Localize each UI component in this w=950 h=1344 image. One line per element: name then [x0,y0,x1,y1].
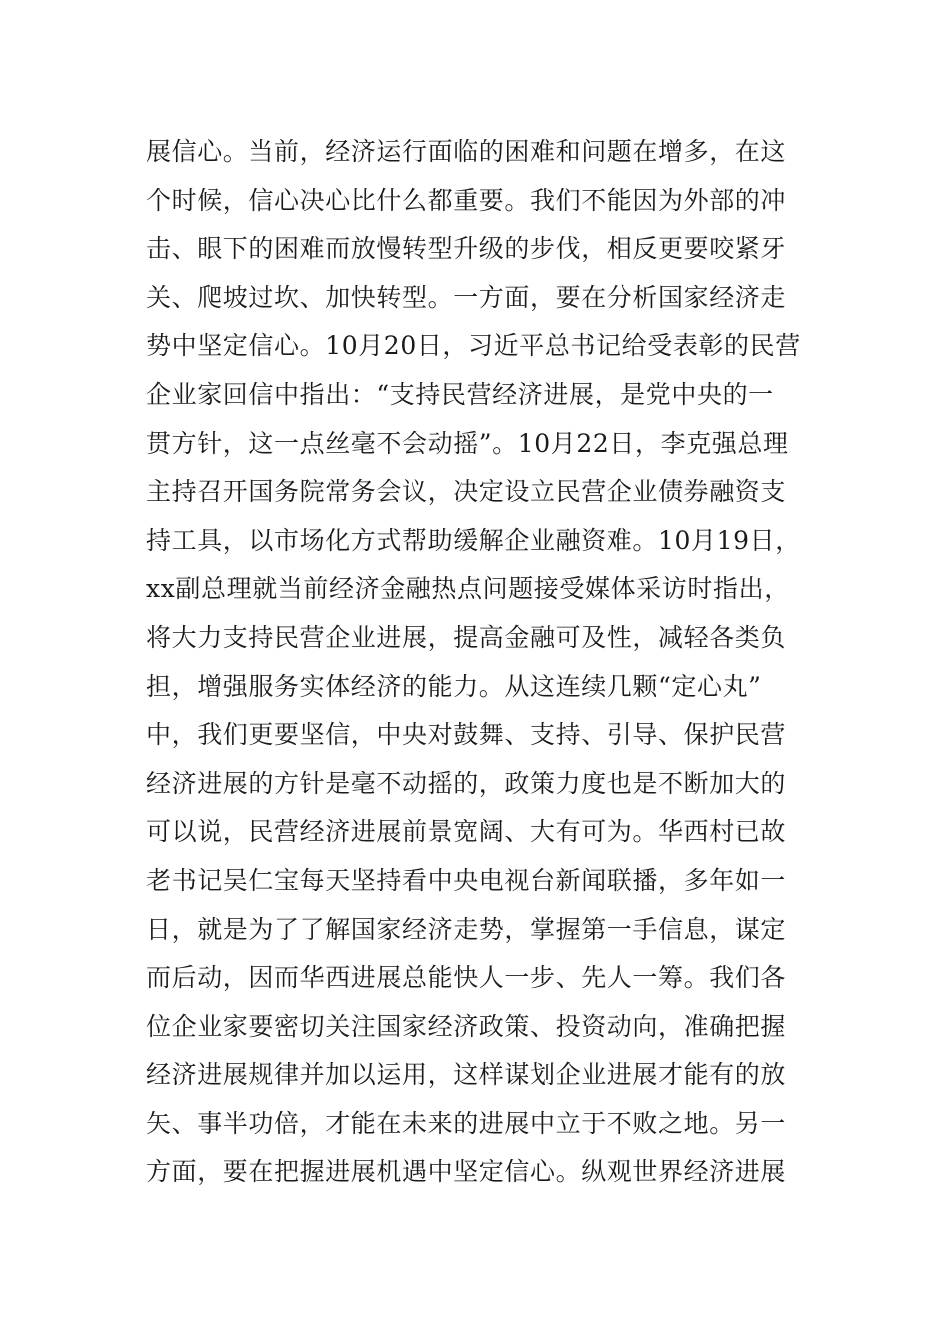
text-line: 中，我们更要坚信，中央对鼓舞、支持、引导、保护民营 [146,720,787,750]
text-line: 位企业家要密切关注国家经济政策、投资动向，准确把握 [146,1011,787,1041]
text-line: 经济进展的方针是毫不动摇的，政策力度也是不断加大的 [146,768,787,798]
text-line: 企业家回信中指出：“支持民营经济进展，是党中央的一 [146,379,774,409]
body-paragraph [146,128,836,1197]
text-line: 可以说，民营经济进展前景宽阔、大有可为。华西村已故 [146,817,787,847]
text-line: 将大力支持民营企业进展，提高金融可及性，减轻各类负 [146,622,787,652]
text-line: xx副总理就当前经济金融热点问题接受媒体采访时指出， [146,574,790,604]
text-line: 贯方针，这一点丝毫不会动摇”。10月22日，李克强总理 [146,428,789,458]
text-line: 持工具，以市场化方式帮助缓解企业融资难。10月19日， [146,525,801,555]
text-line: 日，就是为了了解国家经济走势，掌握第一手信息，谋定 [146,914,787,944]
text-line: 势中坚定信心。10月20日，习近平总书记给受表彰的民营 [146,331,801,361]
text-line: 而后动，因而华西进展总能快人一步、先人一筹。我们各 [146,963,787,993]
text-line: 方面，要在把握进展机遇中坚定信心。纵观世界经济进展 [146,1157,787,1187]
text-line: 经济进展规律并加以运用，这样谋划企业进展才能有的放 [146,1060,787,1090]
text-line: 个时候，信心决心比什么都重要。我们不能因为外部的冲 [146,185,787,215]
text-line: 老书记吴仁宝每天坚持看中央电视台新闻联播，多年如一 [146,865,787,895]
text-line: 展信心。当前，经济运行面临的困难和问题在增多，在这 [146,137,787,166]
text-line: 矢、事半功倍，才能在未来的进展中立于不败之地。另一 [146,1108,787,1138]
text-line: 击、眼下的困难而放慢转型升级的步伐，相反更要咬紧牙 [146,234,787,264]
text-line: 主持召开国务院常务会议，决定设立民营企业债券融资支 [146,477,787,507]
text-line: 担，增强服务实体经济的能力。从这连续几颗“定心丸” [146,671,762,701]
text-line: 关、爬坡过坎、加快转型。一方面，要在分析国家经济走 [146,282,787,312]
